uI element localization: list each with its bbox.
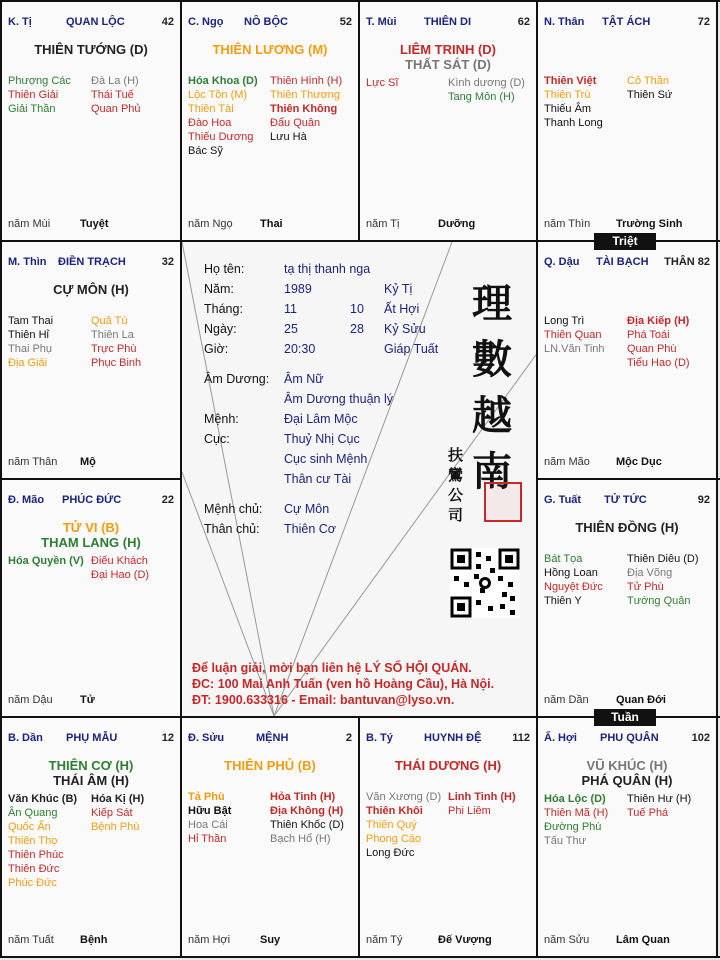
life-stage: Quan Đới xyxy=(616,694,666,706)
palace-branch: B. Tý xyxy=(366,732,393,744)
year-label: năm Dần xyxy=(544,694,589,706)
main-star: VŨ KHÚC (H) xyxy=(586,758,668,773)
minor-star: Hữu Bật xyxy=(188,805,232,817)
year-label: năm Sửu xyxy=(544,934,590,946)
info-label: Mệnh chủ: xyxy=(204,502,263,516)
palace-cell-suu xyxy=(182,718,358,956)
life-stage: Mộ xyxy=(80,456,96,468)
palace-number: 12 xyxy=(161,732,174,744)
minor-star: Đào Hoa xyxy=(188,117,232,129)
minor-star: Văn Khúc (B) xyxy=(8,793,78,805)
palace-footer xyxy=(366,934,530,948)
year-label: năm Tị xyxy=(366,218,400,230)
minor-star: Hóa Quyền (V) xyxy=(8,555,84,567)
logo-char-3: 越 xyxy=(472,392,512,439)
small-char-2: 鸞 xyxy=(448,466,464,484)
palace-number: 22 xyxy=(161,494,174,506)
palace-cell-ty xyxy=(2,2,180,240)
palace-footer xyxy=(188,218,352,232)
palace-number: THÂN 82 xyxy=(664,256,710,268)
minor-star: LN.Văn Tinh xyxy=(544,343,605,355)
palace-number: 72 xyxy=(697,16,710,28)
minor-star: Hóa Khoa (D) xyxy=(188,75,258,87)
palace-footer xyxy=(8,694,174,708)
info-label: Thân chủ: xyxy=(204,522,260,536)
palace-header xyxy=(8,16,174,32)
minor-star: Hóa Kị (H) xyxy=(91,793,145,805)
minor-star: Bạch Hổ (H) xyxy=(270,833,331,845)
minor-star: Thiên Hư (H) xyxy=(627,793,692,805)
minor-star: Thiếu Âm xyxy=(544,103,592,115)
life-stage: Tuyệt xyxy=(80,218,109,230)
minor-star: Địa Giải xyxy=(8,357,48,369)
info-value-canchi: Ất Hợi xyxy=(384,302,420,316)
minor-star: Phúc Đức xyxy=(8,877,57,889)
palace-branch: G. Tuất xyxy=(544,494,582,506)
palace-name: TẬT ÁCH xyxy=(602,16,651,28)
life-stage: Dưỡng xyxy=(438,218,476,230)
minor-star: Thiên Quý xyxy=(366,819,417,831)
minor-star: Tả Phù xyxy=(188,791,225,803)
life-stage: Thai xyxy=(260,218,283,230)
main-star: THIÊN TƯỚNG (D) xyxy=(34,42,148,57)
minor-star: Tướng Quân xyxy=(627,595,691,607)
info-value-canchi: Kỷ Tị xyxy=(384,282,413,296)
life-stage: Lâm Quan xyxy=(616,934,670,946)
palace-branch: C. Ngọ xyxy=(188,16,224,28)
palace-branch: Ấ. Hợi xyxy=(544,732,577,744)
info-label: Giờ: xyxy=(204,342,229,356)
palace-cell-ty2 xyxy=(360,718,536,956)
info-label: Mệnh: xyxy=(204,412,239,426)
small-char-4: 司 xyxy=(448,506,464,524)
palace-number: 102 xyxy=(691,732,710,744)
palace-cell-mao xyxy=(2,480,180,716)
year-label: năm Dậu xyxy=(8,694,53,706)
minor-star: Đà La (H) xyxy=(91,75,139,87)
palace-name: QUAN LỘC xyxy=(66,16,125,28)
minor-star: Giải Thần xyxy=(8,103,56,115)
minor-star: Hồng Loan xyxy=(544,567,598,579)
minor-star: Long Trì xyxy=(544,315,585,327)
minor-star: Bệnh Phù xyxy=(91,821,140,833)
minor-star: Lộc Tồn (M) xyxy=(188,89,248,101)
palace-footer xyxy=(8,218,174,232)
contact-line-2: ĐC: 100 Mai Anh Tuấn (ven hồ Hoàng Cầu), Hà Nội. xyxy=(192,677,495,691)
minor-star: Bát Tọa xyxy=(544,553,583,565)
life-stage: Suy xyxy=(260,934,281,946)
info-value: 1989 xyxy=(284,282,312,296)
year-label: năm Tý xyxy=(366,934,403,946)
minor-star: Thiên Thương xyxy=(270,89,341,101)
palace-footer xyxy=(544,934,710,948)
palace-name: TỬ TỨC xyxy=(604,494,647,506)
info-value: Cự Môn xyxy=(284,502,330,516)
palace-name: HUYNH ĐỆ xyxy=(424,732,482,744)
palace-name: PHỤ MẪU xyxy=(66,732,118,744)
small-char-3: 公 xyxy=(448,486,464,504)
minor-star: Điếu Khách xyxy=(91,555,148,567)
minor-star: Thiên Diêu (D) xyxy=(627,553,699,565)
minor-star: Phượng Các xyxy=(8,75,71,87)
palace-cell-hoi xyxy=(538,718,716,956)
palace-header xyxy=(188,732,352,748)
info-value: Cục sinh Mệnh xyxy=(284,452,368,466)
info-value: Âm Dương thuận lý xyxy=(284,392,393,406)
minor-star: Bác Sỹ xyxy=(188,145,223,157)
palace-cell-dau xyxy=(538,242,716,478)
palace-header xyxy=(8,494,174,510)
minor-star: Văn Xương (D) xyxy=(366,791,442,803)
info-label: Họ tên: xyxy=(204,262,245,276)
minor-star: Địa Không (H) xyxy=(270,805,344,817)
minor-star: Thiên Thọ xyxy=(8,835,58,847)
minor-star: Quan Phù xyxy=(627,343,677,355)
palace-header xyxy=(544,16,710,32)
main-star: THẤT SÁT (D) xyxy=(405,57,491,72)
minor-star: Quan Phủ xyxy=(91,103,141,115)
palace-number: 62 xyxy=(517,16,530,28)
palace-header xyxy=(366,732,530,748)
main-star: CỰ MÔN (H) xyxy=(53,282,129,297)
minor-star: Tiểu Hao (D) xyxy=(627,357,690,369)
palace-number: 52 xyxy=(339,16,352,28)
minor-star: Địa Võng xyxy=(627,567,673,579)
minor-star: Ân Quang xyxy=(8,807,58,819)
contact-line-3: ĐT: 1900.633316 - Email: bantuvan@lyso.vn. xyxy=(192,693,455,707)
year-label: năm Thìn xyxy=(544,218,591,230)
minor-star: Thiên Quan xyxy=(544,329,602,341)
palace-branch: B. Dần xyxy=(8,732,43,744)
palace-cell-thin xyxy=(2,242,180,478)
year-label: năm Tuất xyxy=(8,934,54,946)
minor-star: Thiên Việt xyxy=(544,75,597,87)
palace-name: THIÊN DI xyxy=(424,16,472,28)
life-stage: Trường Sinh xyxy=(616,218,683,230)
minor-star: Thiên Khốc (D) xyxy=(270,819,344,831)
palace-branch: Đ. Mão xyxy=(8,494,45,506)
palace-header xyxy=(544,256,710,272)
info-label: Tháng: xyxy=(204,302,243,316)
main-star: PHÁ QUÂN (H) xyxy=(581,773,673,788)
palace-name: PHU QUÂN xyxy=(600,732,659,744)
minor-star: Phục Binh xyxy=(91,357,142,369)
info-value: Thuỷ Nhị Cục xyxy=(284,432,360,446)
palace-header xyxy=(544,732,710,748)
minor-star: Thai Phụ xyxy=(8,343,53,355)
palace-header xyxy=(544,494,710,510)
palace-name: ĐIỀN TRẠCH xyxy=(58,256,126,268)
palace-branch: T. Mùi xyxy=(366,16,397,28)
info-label: Ngày: xyxy=(204,322,237,336)
minor-star: Thiên Đức xyxy=(8,863,60,875)
info-value: Thân cư Tài xyxy=(284,472,352,486)
minor-star: Lực Sĩ xyxy=(366,77,399,89)
seal-stamp xyxy=(484,482,522,522)
palace-footer xyxy=(544,218,710,232)
info-value: Thiên Cơ xyxy=(284,522,336,536)
palace-cell-dan xyxy=(2,718,180,956)
minor-star: Thiên Hình (H) xyxy=(270,75,343,87)
info-value: tạ thị thanh nga xyxy=(284,262,371,276)
palace-header xyxy=(188,16,352,32)
main-star: THIÊN CƠ (H) xyxy=(48,758,134,773)
main-star: TỬ VI (B) xyxy=(62,520,120,535)
palace-name: PHÚC ĐỨC xyxy=(62,494,122,506)
minor-star: Thiếu Dương xyxy=(188,131,254,143)
minor-star: Hoa Cái xyxy=(188,819,228,831)
palace-cell-than xyxy=(538,2,716,240)
info-value-lunar: 28 xyxy=(350,322,364,336)
year-label: năm Mão xyxy=(544,456,590,468)
palace-number: 2 xyxy=(345,732,352,744)
palace-branch: Đ. Sửu xyxy=(188,732,225,744)
info-value-canchi: Kỷ Sửu xyxy=(384,322,426,336)
palace-number: 32 xyxy=(161,256,174,268)
minor-star: Cô Thần xyxy=(627,75,669,87)
minor-star: Quốc Ấn xyxy=(8,821,51,833)
palace-footer xyxy=(8,934,174,948)
palace-branch: K. Tị xyxy=(8,16,32,28)
palace-footer xyxy=(8,456,174,470)
life-stage: Bệnh xyxy=(80,934,108,946)
minor-star: Tam Thai xyxy=(8,315,54,327)
minor-star: Kình dương (D) xyxy=(448,77,525,89)
minor-star: Đẩu Quân xyxy=(270,117,321,129)
minor-star: Phá Toái xyxy=(627,329,670,341)
palace-header xyxy=(8,256,174,272)
minor-star: Thiên Y xyxy=(544,595,582,607)
logo-char-2: 數 xyxy=(472,336,512,383)
minor-star: Đường Phù xyxy=(544,821,602,833)
minor-star: Tuế Phá xyxy=(627,807,669,819)
minor-star: Kiếp Sát xyxy=(91,807,133,819)
minor-star: Thiên Sứ xyxy=(627,89,673,101)
minor-star: Tang Môn (H) xyxy=(448,91,515,103)
contact-line-1: Để luận giải, mời bạn liên hệ LÝ SỐ HỘI QUÁN. xyxy=(192,661,472,675)
info-value: 25 xyxy=(284,322,298,336)
minor-star: Hỏa Tinh (H) xyxy=(270,791,336,803)
minor-star: Phong Cáo xyxy=(366,833,422,845)
minor-star: Đại Hao (D) xyxy=(91,569,150,581)
palace-branch: M. Thìn xyxy=(8,256,47,268)
minor-star: Địa Kiếp (H) xyxy=(627,315,690,327)
palace-footer xyxy=(544,694,710,708)
minor-star: Thiên Giải xyxy=(8,89,59,101)
logo-char-4: 南 xyxy=(472,448,512,495)
minor-star: Hóa Lộc (D) xyxy=(544,793,606,805)
minor-star: Thiên Phúc xyxy=(8,849,64,861)
palace-header xyxy=(8,732,174,748)
minor-star: Trực Phù xyxy=(91,343,137,355)
year-label: năm Thân xyxy=(8,456,58,468)
minor-star: Phi Liêm xyxy=(448,805,491,817)
minor-star: Thiên Hỉ xyxy=(8,329,49,341)
minor-star: Thiên Không xyxy=(270,103,338,115)
palace-name: MỆNH xyxy=(256,732,289,744)
palace-cell-mui xyxy=(360,2,536,240)
minor-star: Linh Tinh (H) xyxy=(448,791,516,803)
palace-number: 42 xyxy=(161,16,174,28)
info-label: Cục: xyxy=(204,432,230,446)
minor-star: Hỉ Thần xyxy=(188,833,227,845)
minor-star: Tấu Thư xyxy=(544,835,587,847)
small-char-1: 扶 xyxy=(448,446,464,464)
palace-header xyxy=(366,16,530,32)
year-label: năm Mùi xyxy=(8,218,51,230)
info-value: 20:30 xyxy=(284,342,316,356)
year-label: năm Hợi xyxy=(188,934,231,946)
minor-star: Thiên Tài xyxy=(188,103,234,115)
info-value-canchi: Giáp Tuất xyxy=(384,342,439,356)
minor-star: Tử Phù xyxy=(627,581,664,593)
palace-number: 112 xyxy=(512,732,530,744)
main-star: THÁI ÂM (H) xyxy=(53,773,129,788)
life-stage: Mộc Dục xyxy=(616,456,662,468)
minor-star: Thanh Long xyxy=(544,117,603,129)
main-star: LIÊM TRINH (D) xyxy=(399,42,497,57)
palace-number: 92 xyxy=(697,494,710,506)
palace-footer xyxy=(188,934,352,948)
palace-branch: Q. Dậu xyxy=(544,256,580,268)
palace-footer xyxy=(366,218,530,232)
info-label: Năm: xyxy=(204,282,234,296)
minor-star: Thiên Mã (H) xyxy=(544,807,609,819)
main-star: THIÊN PHỦ (B) xyxy=(224,758,316,773)
minor-star: Lưu Hà xyxy=(270,131,307,143)
minor-star: Quả Tú xyxy=(91,315,128,327)
palace-name: NÔ BỘC xyxy=(244,16,288,28)
main-star: THÁI DƯƠNG (H) xyxy=(394,758,502,773)
info-value: Âm Nữ xyxy=(284,372,324,386)
minor-star: Thái Tuế xyxy=(91,89,134,101)
main-star: THAM LANG (H) xyxy=(41,535,141,550)
palace-cell-tuat xyxy=(538,480,716,716)
info-label: Âm Dương: xyxy=(204,372,270,386)
info-value-lunar: 10 xyxy=(350,302,364,316)
life-stage: Tử xyxy=(80,694,95,706)
main-star: THIÊN ĐỒNG (H) xyxy=(575,520,679,535)
minor-star: Long Đức xyxy=(366,847,415,859)
year-label: năm Ngọ xyxy=(188,218,233,230)
life-stage: Đế Vượng xyxy=(438,934,492,946)
minor-star: Nguyệt Đức xyxy=(544,581,603,593)
palace-footer xyxy=(544,456,710,470)
logo-char-1: 理 xyxy=(472,280,512,327)
info-value: Đại Lâm Mộc xyxy=(284,412,358,426)
tuan-badge: Tuần xyxy=(594,709,656,726)
minor-star: Thiên Khôi xyxy=(366,805,423,817)
qr-code-icon[interactable] xyxy=(450,548,520,618)
minor-star: Thiên La xyxy=(91,329,134,341)
palace-name: TÀI BẠCH xyxy=(596,256,649,268)
minor-star: Thiên Trù xyxy=(544,89,591,101)
center-info-panel xyxy=(182,242,538,716)
palace-cell-ngo xyxy=(182,2,358,240)
info-value: 11 xyxy=(284,302,297,316)
triet-badge: Triệt xyxy=(594,233,656,250)
palace-branch: N. Thân xyxy=(544,16,585,28)
main-star: THIÊN LƯƠNG (M) xyxy=(212,42,328,57)
